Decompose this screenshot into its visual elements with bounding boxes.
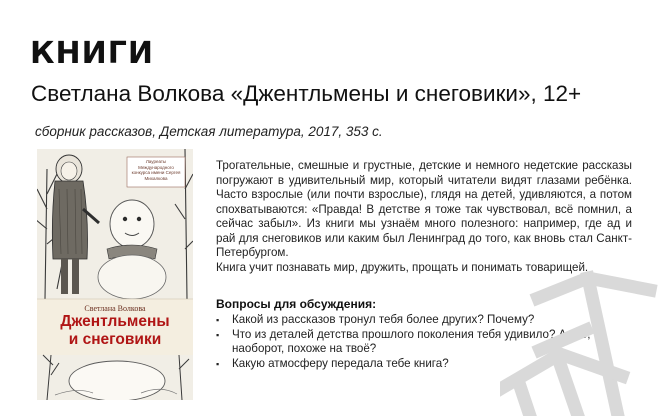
bullet-icon: ▪ (216, 315, 220, 325)
description-paragraph: Трогательные, смешные и грустные, детские и немного недетские рассказы погружают в удивительный мир, который читатели видят глазами ребёнка. Часто взрослые (или почти взрослые), глядя на детей, удивляются, а потом спохватываются: «Правда! В детстве я тоже так чувствовал, всё помнил, а сейчас забыл». Из книги мы узнаём много полезного: например, где ад и рай для снеговиков или каким был Ленинград до того, как вновь стал Санкт-Петербургом. (216, 159, 632, 259)
bullet-icon: ▪ (216, 329, 220, 340)
book-cover (37, 149, 193, 400)
cover-title-line2: и снеговики (68, 331, 162, 348)
cover-author: Светлана Волкова (84, 304, 146, 313)
chair-decoration (500, 268, 660, 416)
question-text: Какую атмосферу передала тебе книга? (232, 356, 449, 370)
question-text: Что из деталей детства прошлого поколения тебя удивило? А что, наоборот, похоже на твоё? (232, 327, 591, 355)
bullet-icon: ▪ (216, 358, 220, 369)
questions-title: Вопросы для обсуждения: (216, 297, 377, 311)
book-title: Светлана Волкова «Джентльмены и снеговики», 12+ (31, 81, 582, 106)
cover-title (37, 313, 193, 349)
description-paragraph: Книга учит познавать мир, дружить, прощать и понимать товарищей. (216, 260, 589, 274)
cover-series-label: Лауреаты Международного конкурса имени Сергея Михалкова (131, 159, 181, 181)
cover-illustration (37, 149, 193, 400)
question-text: Какой из рассказов тронул тебя более других? Почему? (232, 313, 535, 326)
section-title: КНИГИ (30, 36, 154, 71)
cover-title-line1: Джентльмены (60, 313, 170, 330)
book-description (216, 159, 632, 275)
book-meta: сборник рассказов, Детская литература, 2017, 353 с. (35, 124, 383, 139)
